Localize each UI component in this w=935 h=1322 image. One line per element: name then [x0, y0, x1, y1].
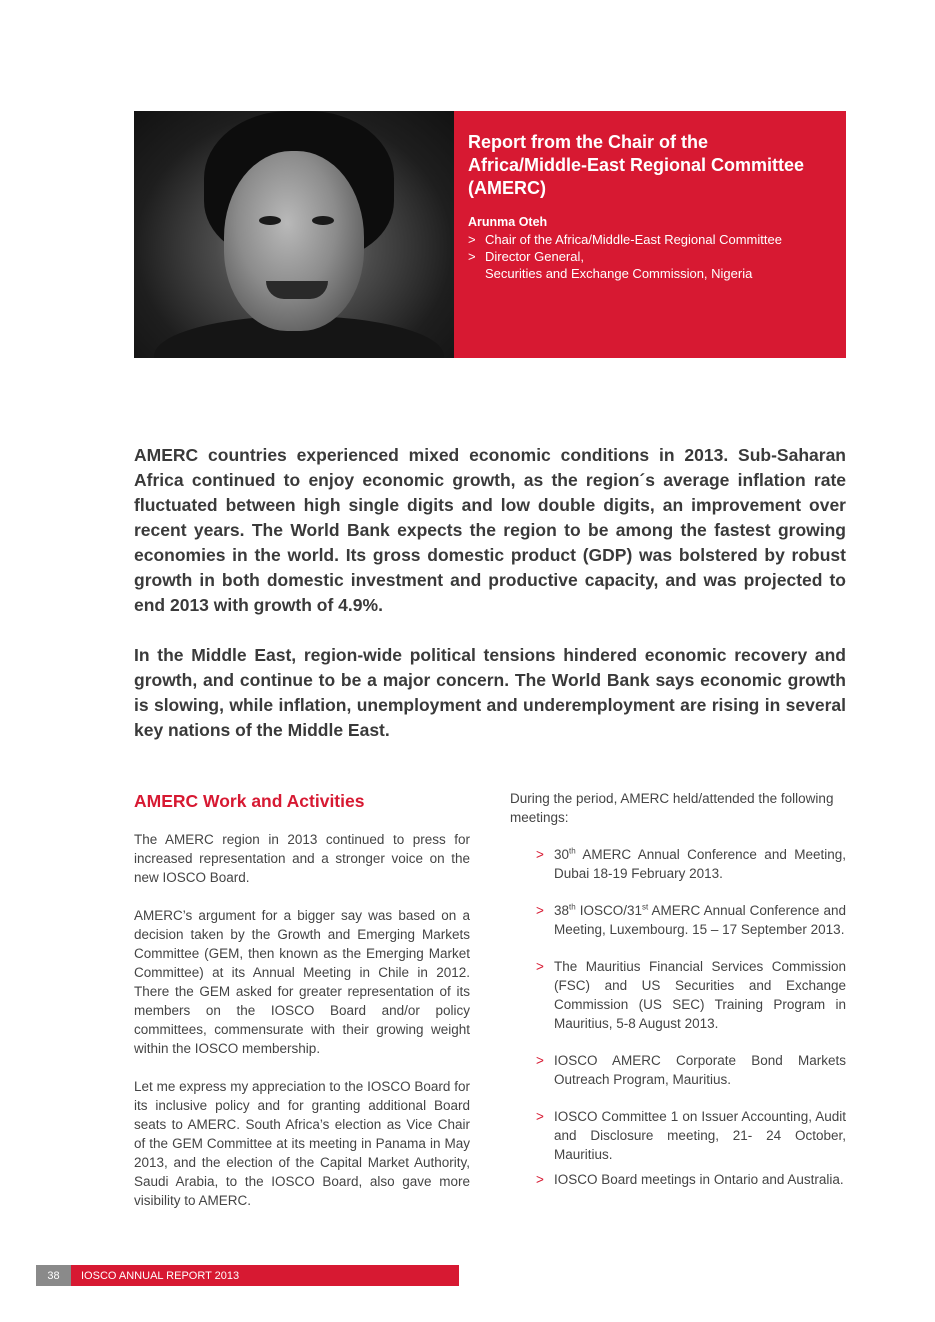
- bullet-icon: >: [536, 959, 544, 974]
- right-column: [510, 789, 846, 1207]
- meetings-lead: During the period, AMERC held/attended the following meetings:: [510, 791, 834, 825]
- chair-info-panel: [454, 111, 846, 358]
- left-column: [134, 789, 470, 1229]
- bullet-icon: >: [468, 232, 476, 247]
- intro-paragraph: AMERC countries experienced mixed economic conditions in 2013. Sub-Saharan Africa continued to enjoy economic growth, as the region´s average inflation rate fluctuated between high single digits and low double digits, an improvement over recent years. The World Bank expects the region to be among the fastest growing economies in the world. Its gross domestic product (GDP) was bolstered by robust growth in both domestic investment and productive capacity, and was projected to end 2013 with growth of 4.9%.: [134, 445, 846, 615]
- intro-paragraph: In the Middle East, region-wide political tensions hindered economic recovery and growth, and continue to be a major concern. The World Bank says economic growth is slowing, while inflation, unemployment and underemployment are rising in several key nations of the Middle East.: [134, 645, 846, 740]
- bullet-icon: >: [536, 847, 544, 862]
- chair-roles: [468, 231, 832, 282]
- meeting-item: > IOSCO AMERC Corporate Bond Markets Outreach Program, Mauritius.: [536, 1053, 846, 1087]
- bullet-icon: >: [536, 903, 544, 918]
- intro-section: [134, 443, 846, 768]
- section-heading: AMERC Work and Activities: [134, 791, 365, 811]
- footer-title: IOSCO ANNUAL REPORT 2013: [71, 1265, 459, 1286]
- bullet-icon: >: [536, 1053, 544, 1068]
- meeting-item: > The Mauritius Financial Services Commission (FSC) and US Securities and Exchange Commission (US SEC) Training Program in Mauritius, 5-8 August 2013.: [536, 959, 846, 1031]
- meeting-item: > 38th IOSCO/31st AMERC Annual Conference and Meeting, Luxembourg. 15 – 17 September 2013.: [536, 902, 846, 937]
- role-item: > Director General, Securities and Exchange Commission, Nigeria: [468, 249, 753, 281]
- body-paragraph: The AMERC region in 2013 continued to press for increased representation and a stronger voice on the new IOSCO Board.: [134, 832, 470, 885]
- page-footer: [36, 1265, 459, 1286]
- header-block: [134, 111, 846, 358]
- meeting-item: > 30th AMERC Annual Conference and Meeting, Dubai 18-19 February 2013.: [536, 846, 846, 881]
- chair-name: Arunma Oteh: [468, 215, 548, 229]
- portrait-photo: [134, 111, 454, 358]
- bullet-icon: >: [536, 1109, 544, 1124]
- bullet-icon: >: [536, 1172, 544, 1187]
- meeting-item: > IOSCO Board meetings in Ontario and Australia.: [536, 1172, 844, 1187]
- body-paragraph: AMERC’s argument for a bigger say was based on a decision taken by the Growth and Emerging Markets Committee (GEM, then known as the Emerging Market Committee) at its Annual Meeting in Chile in 2012. There the GEM asked for greater representation of its members on the IOSCO Board and/or policy committees, commensurate with their growing weight within the IOSCO membership.: [134, 908, 470, 1056]
- bullet-icon: >: [468, 249, 476, 264]
- report-title: Report from the Chair of the Africa/Middle-East Regional Committee (AMERC): [468, 132, 805, 198]
- page-number: 38: [36, 1265, 71, 1286]
- meeting-item: > IOSCO Committee 1 on Issuer Accounting, Audit and Disclosure meeting, 21- 24 October, Mauritius.: [536, 1109, 846, 1162]
- role-item: > Chair of the Africa/Middle-East Regional Committee: [468, 232, 782, 247]
- body-paragraph: Let me express my appreciation to the IOSCO Board for its inclusive policy and for granting additional Board seats to AMERC. South Africa’s election as Vice Chair of the GEM Committee at its meeting in Panama in May 2013, and the election of the Capital Market Authority, Saudi Arabia, to the IOSCO Board, also gave more visibility to AMERC.: [134, 1079, 470, 1208]
